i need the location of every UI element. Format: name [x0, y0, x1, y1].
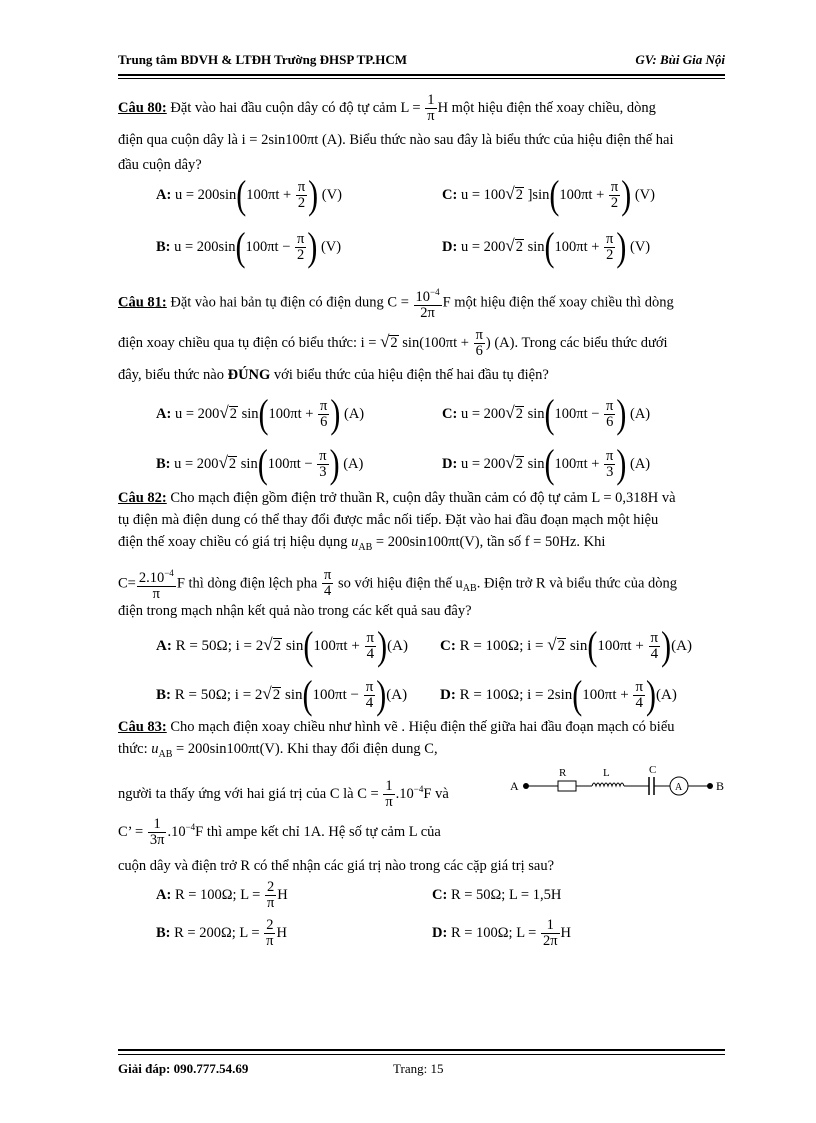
footer-rule: [118, 1049, 725, 1051]
q82-line1: Câu 82: Cho mạch điện gồm điện trở thuần R, cuộn dây thuần cảm có độ tự cảm L = 0,318H và: [118, 490, 676, 506]
header-teacher: GV: Bùi Gia Nội: [635, 52, 725, 67]
q81-line1: Câu 81: Đặt vào hai bản tụ điện có điện dung C = $\frac{10^{-4}}{2\pi}$ F một hiệu điện thế xoay chiều thì dòng: [118, 287, 674, 321]
q83-line2: thức: $u_{AB} = 200\sin 100\pi t(V)$. Khi thay đổi điện dung C,: [118, 741, 438, 760]
q83-line1: Câu 83: Cho mạch điện xoay chiều như hình vẽ . Hiệu điện thế giữa hai đầu đoạn mạch có biểu: [118, 719, 675, 735]
q81-option-c[interactable]: C: u = 200√2 sin(100πt − $\frac{\pi}{6}$ ) (A): [442, 391, 651, 437]
q82-line2: tụ điện mà điện dung có thể thay đổi được mắc nối tiếp. Đặt vào hai đầu đoạn mạch một hiệu: [118, 512, 659, 528]
q83-label: Câu 83:: [118, 719, 167, 735]
circuit-label-a: A: [510, 779, 519, 793]
q80-line2: điện qua cuộn dây là i = 2sin100πt (A). Biểu thức nào sau đây là biểu thức của hiệu điện thế hai: [118, 132, 674, 148]
q81-option-b[interactable]: B: u = 200√2 sin(100πt − $\frac{\pi}{3}$ ) (A): [156, 441, 364, 487]
q80-option-c[interactable]: C: u = 100√2 ]sin(100πt + $\frac{\pi}{2}$ ) (V): [442, 172, 655, 218]
footer-contact: Giải đáp: 090.777.54.69: [118, 1061, 249, 1076]
q83-line5: cuộn dây và điện trở R có thể nhận các giá trị nào trong các cặp giá trị sau?: [118, 858, 555, 874]
q82-line4: C= $\frac{2.10^{-4}}{\pi}$ F thì dòng điện lệch pha $\frac{\pi}{4}$ so với hiệu điện thế $u_{AB}$. Điện trở R và biểu thức của dòng: [118, 567, 678, 602]
q80-label: Câu 80:: [118, 99, 167, 116]
q81-option-a[interactable]: A: u = 200√2 sin(100πt + $\frac{\pi}{6}$ ) (A): [156, 391, 365, 437]
q82-label: Câu 82:: [118, 490, 167, 506]
q83-line3: người ta thấy ứng với hai giá trị của C là C = $\frac{1}{\pi}$ $.10^{-4}F$ và: [118, 778, 449, 810]
page-number: Trang: 15: [393, 1061, 444, 1076]
q80-option-d[interactable]: D: u = 200√2 sin(100πt + $\frac{\pi}{2}$ ) (V): [442, 224, 651, 270]
q82-line3: điện thế xoay chiều có giá trị hiệu dụng $u_{AB} = 200\sin 100\pi t(V)$, tần số f = 50Hz. Khi: [118, 534, 606, 553]
q80-option-a[interactable]: A: u = 200sin(100πt + $\frac{\pi}{2}$ ) (V): [156, 172, 342, 218]
q80-line3: đầu cuộn dây?: [118, 157, 202, 173]
q83-option-c[interactable]: C: R = 50Ω; L = 1,5H: [432, 887, 562, 903]
q82-option-d[interactable]: D: R = 100Ω; i = 2sin(100πt + $\frac{\pi}{4}$ )(A): [440, 672, 677, 718]
q80-line1: Câu 80: Đặt vào hai đầu cuộn dây có độ tự cảm L = $\frac{1}{\pi}$ H một hiệu điện thế xoay chiều, dòng: [118, 92, 656, 124]
q82-option-b[interactable]: B: R = 50Ω; i = 2√2 sin(100πt − $\frac{\pi}{4}$ )(A): [156, 672, 408, 718]
header-rule: [118, 74, 725, 76]
q83-option-b[interactable]: B: R = 200Ω; L = $\frac{2}{\pi}$ H: [156, 917, 287, 949]
header-rule-thin: [118, 78, 725, 79]
ammeter-label: A: [675, 782, 683, 793]
terminal-b-dot: [707, 783, 713, 789]
header-center-name: Trung tâm BDVH & LTĐH Trường ĐHSP TP.HCM: [118, 52, 408, 67]
q82-line5: điện trong mạch nhận kết quả nào trong các kết quả sau đây?: [118, 603, 472, 619]
footer-rule-thin: [118, 1054, 725, 1055]
page-header: [118, 52, 725, 68]
circuit-label-l: L: [603, 767, 610, 779]
q82-option-c[interactable]: C: R = 100Ω; i = √2 sin(100πt + $\frac{\pi}{4}$ )(A): [440, 623, 692, 669]
q80-option-b[interactable]: B: u = 200sin(100πt − $\frac{\pi}{2}$ ) (V): [156, 224, 342, 270]
inductor-icon: [592, 783, 624, 786]
circuit-label-c: C: [649, 764, 657, 776]
q81-option-d[interactable]: D: u = 200√2 sin(100πt + $\frac{\pi}{3}$ ) (A): [442, 441, 651, 487]
resistor-icon: [558, 781, 576, 791]
circuit-label-r: R: [559, 767, 567, 779]
q82-option-a[interactable]: A: R = 50Ω; i = 2√2 sin(100πt + $\frac{\pi}{4}$ )(A): [156, 623, 408, 669]
q83-option-a[interactable]: A: R = 100Ω; L = $\frac{2}{\pi}$ H: [156, 879, 288, 911]
circuit-diagram: [508, 764, 738, 804]
q81-line3: đây, biểu thức nào ĐÚNG với biểu thức của hiệu điện thế hai đầu tụ điện?: [118, 367, 549, 383]
circuit-label-b: B: [716, 779, 725, 793]
q81-label: Câu 81:: [118, 294, 167, 311]
q81-line2: điện xoay chiều qua tụ điện có biểu thức: i = √2 sin(100πt + $\frac{\pi}{6}$ ) (A). Trong các biểu thức dưới: [118, 327, 668, 359]
q83-line4: C’ = $\frac{1}{3\pi}$ $.10^{-4}F$ thì ampe kết chỉ 1A. Hệ số tự cảm L của: [118, 816, 441, 848]
q83-option-d[interactable]: D: R = 100Ω; L = $\frac{1}{2\pi}$ H: [432, 917, 572, 949]
